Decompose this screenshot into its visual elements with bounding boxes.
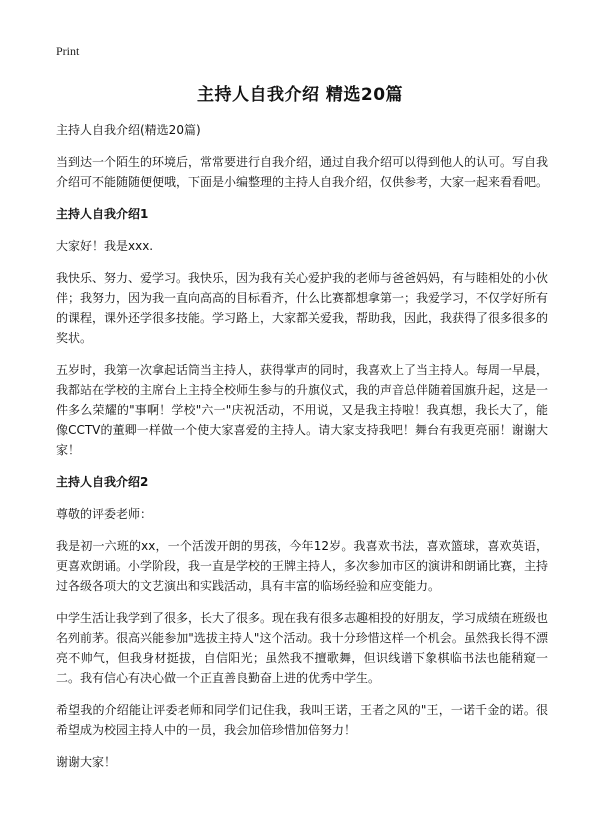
paragraph: 我是初一六班的xx，一个活泼开朗的男孩，今年12岁。我喜欢书法，喜欢篮球，喜欢英语，更喜欢朗诵。小学阶段，我一直是学校的王牌主持人，多次参加市区的演讲和朗诵比赛，主持过各级各项大的文艺演出和实践活动，具有丰富的临场经验和应变能力。	[56, 539, 549, 593]
paragraph: 五岁时，我第一次拿起话筒当主持人，获得掌声的同时，我喜欢上了当主持人。每周一早晨，我都站在学校的主席台上主持全校师生参与的升旗仪式，我的声音总伴随着国旗升起，这是一件多么荣耀的"事啊！学校"六一"庆祝活动，不用说，又是我主持啦！我真想，我长大了，能像CCTV的董卿一样做一个使大家喜爱的主持人。请大家支持我吧！舞台有我更亮丽！谢谢大家！	[56, 363, 549, 457]
section-heading: 主持人自我介绍2	[56, 475, 149, 489]
page-title: 主持人自我介绍 精选20篇	[196, 85, 404, 105]
intro-paragraph: 当到达一个陌生的环境后，常常要进行自我介绍，通过自我介绍可以得到他人的认可。写自我介绍可不能随随便便哦，下面是小编整理的主持人自我介绍，仅供参考，大家一起来看看吧。	[56, 155, 549, 189]
article-body	[56, 120, 548, 784]
print-link[interactable]: Print	[56, 44, 80, 58]
paragraph: 我快乐、努力、爱学习。我快乐，因为我有关心爱护我的老师与爸爸妈妈，有与睦相处的小伙伴；我努力，因为我一直向高高的目标看齐，什么比赛都想拿第一；我爱学习，不仅学好所有的课程，课外还学很多技能。学习路上，大家都关爱我，帮助我，因此，我获得了很多很多的奖状。	[56, 271, 549, 345]
article-subtitle: 主持人自我介绍(精选20篇)	[56, 123, 201, 137]
paragraph: 中学生活让我学到了很多，长大了很多。现在我有很多志趣相投的好朋友，学习成绩在班级也名列前茅。很高兴能参加"选拔主持人"这个活动。我十分珍惜这样一个机会。虽然我长得不漂亮不帅气，但我身材挺拔，自信阳光；虽然我不擅歌舞，但识线谱下象棋临书法也能稍窥一二。我有信心有决心做一个正直善良勤奋上进的优秀中学生。	[56, 611, 549, 685]
paragraph: 希望我的介绍能让评委老师和同学们记住我，我叫王诺，王者之风的"王，一诺千金的诺。很希望成为校园主持人中的一员，我会加倍珍惜加倍努力！	[56, 703, 548, 737]
section-heading: 主持人自我介绍1	[56, 207, 149, 221]
paragraph: 大家好！我是xxx.	[56, 239, 154, 253]
paragraph: 谢谢大家！	[56, 755, 117, 769]
paragraph: 尊敬的评委老师：	[56, 507, 153, 521]
